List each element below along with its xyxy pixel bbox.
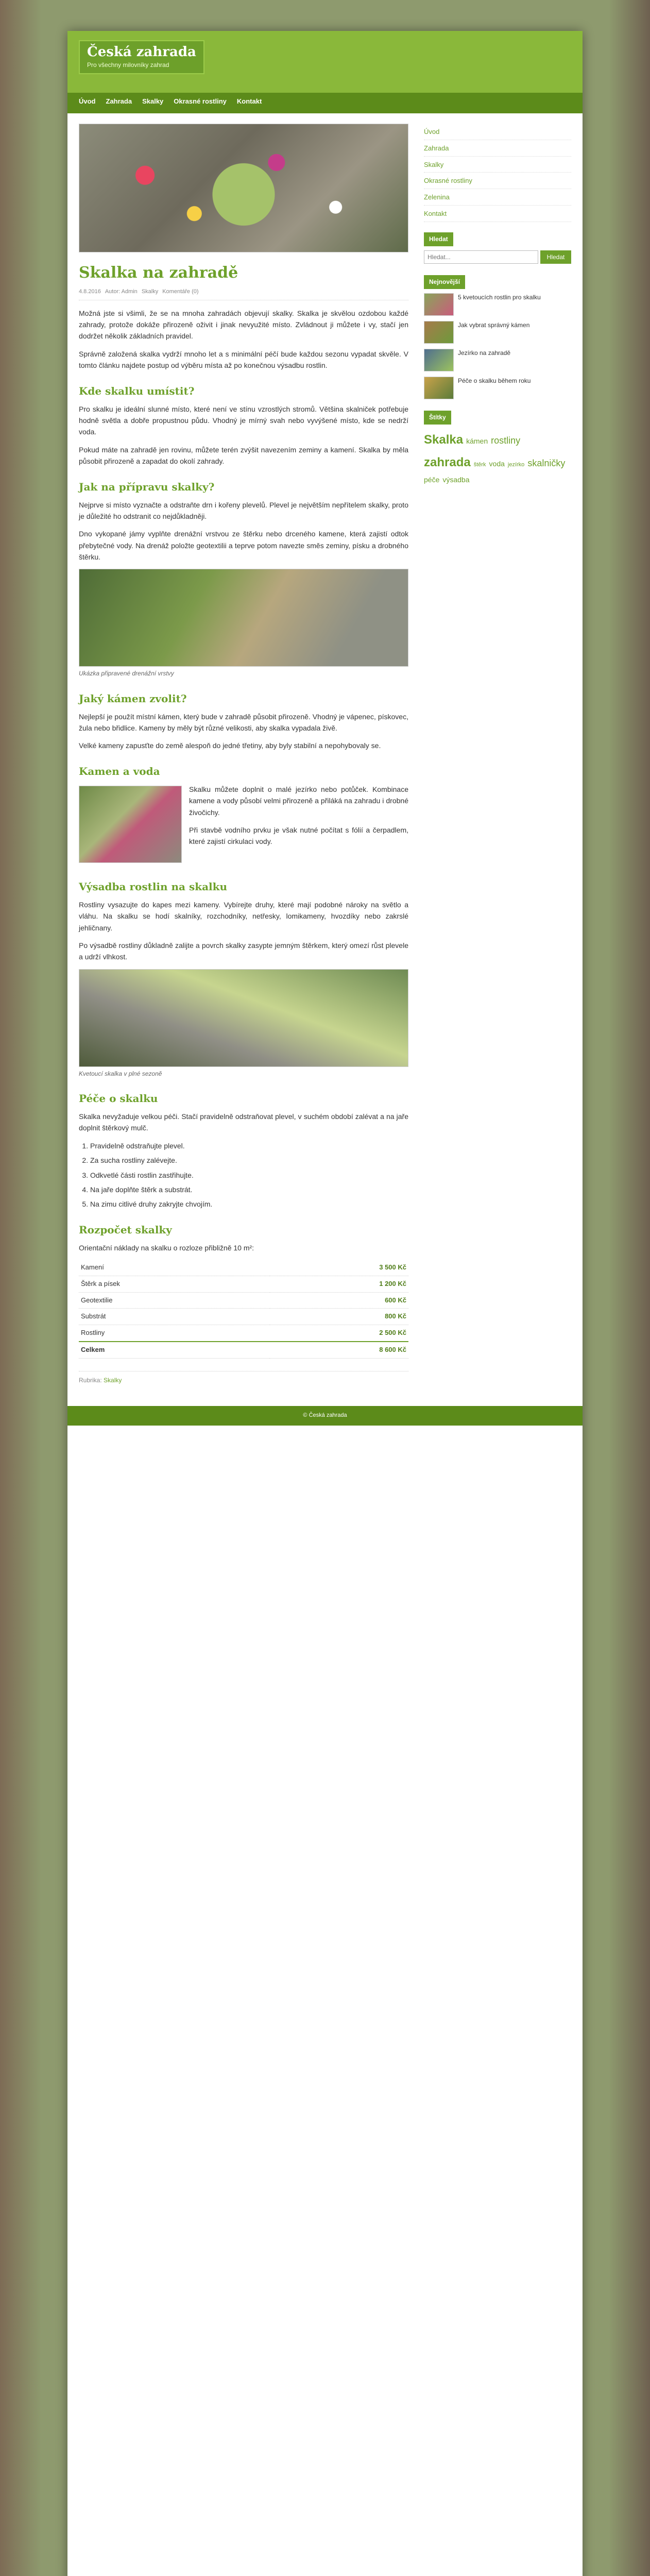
sidebar-menu	[424, 124, 571, 222]
section-paragraph: Pokud máte na zahradě jen rovinu, můžete terén zvýšit navezením zeminy a kamení. Skalka by měla působit přirozeně a zapadat do okolí zahrady.	[79, 445, 408, 466]
cost-value: 600 Kč	[270, 1292, 408, 1309]
post-footer	[79, 1371, 408, 1385]
tag-cloud	[424, 429, 571, 486]
section-heading: Jaký kámen zvolit?	[79, 692, 187, 705]
page-container	[67, 31, 583, 2576]
tags-widget-title: Štítky	[424, 411, 451, 425]
photo-caption: Kvetoucí skalka v plné sezoně	[79, 1070, 162, 1077]
sidebar-menu-item	[424, 206, 571, 222]
section-paragraph: Orientační náklady na skalku o rozloze přibližně 10 m²:	[79, 1243, 254, 1252]
section-paragraph: Rostliny vysazujte do kapes mezi kameny. Vybírejte druhy, které mají podobné nároky na světlo a vláhu. Na skalku se hodí skalníky, rozchodníky, netřesky, lomikameny, hvozdíky nebo zakrslé jehličnany.	[79, 900, 408, 932]
post-footer-label: Rubrika:	[79, 1376, 102, 1384]
post-meta-item: Skalky	[141, 289, 159, 295]
intro-paragraph: Možná jste si všimli, že se na mnoha zahradách objevují skalky. Skalka je skvělou ozdobou každé zahrady, protože dokáže přirozeně oživit i jinak nevyužité místo. Zvládnout ji můžete i vy, stačí jen dodržet několik základních pravidel.	[79, 309, 408, 341]
nav-item[interactable]: Okrasné rostliny	[174, 97, 227, 105]
nav-item[interactable]: Zahrada	[106, 97, 132, 105]
nav-item[interactable]: Skalky	[142, 97, 164, 105]
cost-row	[79, 1276, 408, 1292]
section-paragraph: Nejprve si místo vyznačte a odstraňte drn i kořeny plevelů. Plevel je největším nepřítelem skalky, proto je důležité ho odstranit co nejdůkladněji.	[79, 500, 408, 520]
recent-post-thumbnail[interactable]	[424, 349, 454, 371]
post-sections	[79, 383, 408, 1254]
section-heading: Rozpočet skalky	[79, 1223, 172, 1236]
tag-link[interactable]: zahrada	[424, 455, 471, 469]
recent-widget-title: Nejnovější	[424, 275, 465, 289]
recent-post-thumbnail[interactable]	[424, 293, 454, 316]
cost-row	[79, 1325, 408, 1342]
tag-link[interactable]: výsadba	[442, 475, 470, 484]
section-heading: Výsadba rostlin na skalku	[79, 880, 228, 893]
cost-table	[79, 1260, 408, 1359]
tag-link[interactable]: péče	[424, 475, 440, 484]
section-heading: Kde skalku umístit?	[79, 384, 195, 397]
section-photo	[79, 969, 408, 1067]
sidebar-menu-item	[424, 173, 571, 189]
tag-link[interactable]: voda	[489, 459, 505, 468]
tag-link[interactable]: Skalka	[424, 433, 464, 447]
section-paragraph: Velké kameny zapusťte do země alespoň do jedné třetiny, aby byly stabilní a nepohybovaly se.	[79, 741, 381, 750]
sidebar-menu-link[interactable]: Okrasné rostliny	[424, 177, 472, 185]
cost-value: 3 500 Kč	[270, 1260, 408, 1276]
cost-value: 2 500 Kč	[270, 1325, 408, 1342]
sidebar	[424, 124, 571, 1385]
sidebar-menu-item	[424, 124, 571, 140]
recent-post	[424, 293, 571, 316]
post-category-link[interactable]: Skalky	[104, 1376, 122, 1384]
care-list-item: 4. Na jaře doplňte štěrk a substrát.	[90, 1184, 408, 1195]
recent-post-link[interactable]: 5 kvetoucích rostlin pro skalku	[458, 294, 541, 301]
section-heading: Jak na přípravu skalky?	[79, 480, 215, 493]
tag-link[interactable]: kámen	[466, 437, 488, 446]
site-title: Česká zahrada	[87, 44, 196, 60]
cost-row	[79, 1342, 408, 1358]
search-input[interactable]	[424, 250, 538, 264]
cost-value: 8 600 Kč	[270, 1342, 408, 1358]
recent-post-thumbnail[interactable]	[424, 377, 454, 399]
section-paragraph: Skalku můžete doplnit o malé jezírko nebo potůček. Kombinace kamene a vody působí velmi přirozeně a přiláká na zahradu i drobné živočichy.	[189, 785, 408, 817]
sidebar-menu-link[interactable]: Úvod	[424, 128, 440, 135]
section-paragraph: Dno vykopané jámy vyplňte drenážní vrstvou ze štěrku nebo drceného kamene, která zajistí odtok přebytečné vody. Na drenáž položte geotextilii a teprve potom navezte směs zeminy, písku a drobného štěrku.	[79, 530, 408, 562]
tag-link[interactable]: štěrk	[473, 461, 486, 468]
search-widget	[424, 250, 571, 264]
care-list-item: 1. Pravidelně odstraňujte plevel.	[90, 1140, 408, 1151]
sidebar-menu-item	[424, 157, 571, 173]
cost-item: Rostliny	[79, 1325, 270, 1342]
site-header	[67, 31, 583, 113]
section-paragraph: Skalka nevyžaduje velkou péči. Stačí pravidelně odstraňovat plevel, v suchém období zalévat a na jaře doplnit štěrkový mulč.	[79, 1112, 408, 1132]
cost-row	[79, 1292, 408, 1309]
cost-value: 1 200 Kč	[270, 1276, 408, 1292]
care-list-item: 5. Na zimu citlivé druhy zakryjte chvojím.	[90, 1198, 408, 1210]
recent-post-thumbnail[interactable]	[424, 321, 454, 344]
sidebar-menu-item	[424, 189, 571, 206]
cost-item: Celkem	[79, 1342, 270, 1358]
cost-item: Substrát	[79, 1309, 270, 1325]
content-wrap	[67, 113, 583, 1396]
recent-post-link[interactable]: Jak vybrat správný kámen	[458, 321, 530, 329]
post-meta-item: Autor: Admin	[105, 289, 138, 295]
sidebar-menu-link[interactable]: Skalky	[424, 160, 444, 168]
cost-item: Geotextilie	[79, 1292, 270, 1309]
sidebar-menu-link[interactable]: Kontakt	[424, 209, 447, 217]
cost-row	[79, 1260, 408, 1276]
section-heading: Péče o skalku	[79, 1092, 158, 1105]
post-meta-item: Komentáře (0)	[162, 289, 199, 295]
sidebar-menu-item	[424, 140, 571, 157]
section-paragraph: Při stavbě vodního prvku je však nutné počítat s fólií a čerpadlem, které zajistí cirkulaci vody.	[189, 825, 408, 846]
sidebar-menu-link[interactable]: Zelenina	[424, 193, 450, 201]
recent-post-link[interactable]: Jezírko na zahradě	[458, 349, 511, 357]
section-photo	[79, 569, 408, 667]
inline-photo	[79, 786, 182, 863]
recent-posts	[424, 293, 571, 399]
nav-item[interactable]: Kontakt	[236, 97, 262, 105]
recent-post	[424, 321, 571, 344]
care-list-item: 2. Za sucha rostliny zalévejte.	[90, 1155, 408, 1166]
page-footer: © Česká zahrada	[67, 1406, 583, 1426]
post-intro	[79, 308, 408, 371]
search-button[interactable]: Hledat	[540, 250, 571, 264]
recent-post	[424, 377, 571, 399]
tag-link[interactable]: skalničky	[527, 457, 566, 468]
section-paragraph: Po výsadbě rostliny důkladně zalijte a povrch skalky zasypte jemným štěrkem, který omezí růst plevele a udrží vlhkost.	[79, 941, 408, 961]
site-logo[interactable]	[79, 40, 204, 74]
section-paragraph: Nejlepší je použít místní kámen, který bude v zahradě působit přirozeně. Vhodný je vápenec, pískovec, žula nebo břidlice. Kameny by měly být různé velikosti, aby skalka vypadala živě.	[79, 712, 408, 733]
tag-link[interactable]: rostliny	[491, 435, 521, 446]
site-subtitle: Pro všechny milovníky zahrad	[87, 61, 169, 69]
recent-post	[424, 349, 571, 371]
post-meta-item: 4.8.2016	[79, 289, 101, 295]
cost-item: Kamení	[79, 1260, 270, 1276]
cost-value: 800 Kč	[270, 1309, 408, 1325]
nav-item[interactable]: Úvod	[79, 97, 96, 105]
sidebar-menu-link[interactable]: Zahrada	[424, 144, 449, 152]
hero-image	[79, 124, 408, 252]
search-widget-title: Hledat	[424, 232, 453, 246]
care-list-item: 3. Odkvetlé části rostlin zastřihujte.	[90, 1170, 408, 1181]
main-content	[79, 124, 408, 1385]
post-meta	[79, 287, 408, 300]
section-paragraph: Pro skalku je ideální slunné místo, které není ve stínu vzrostlých stromů. Většina skalniček potřebuje hodně světla a dobře propustnou půdu. Vhodný je mírný svah nebo vyvýšené místo, kde se nedrží voda.	[79, 404, 408, 436]
intro-paragraph: Správně založená skalka vydrží mnoho let a s minimální péčí bude každou sezonu vypadat skvěle. V tomto článku najdete postup od výběru místa až po konečnou výsadbu rostlin.	[79, 349, 408, 370]
recent-post-link[interactable]: Péče o skalku během roku	[458, 377, 531, 385]
photo-caption: Ukázka připravené drenážní vrstvy	[79, 670, 174, 677]
cost-item: Štěrk a písek	[79, 1276, 270, 1292]
section-heading: Kamen a voda	[79, 765, 160, 777]
post-title: Skalka na zahradě	[79, 264, 238, 282]
cost-row	[79, 1309, 408, 1325]
tag-link[interactable]: jezírko	[507, 461, 525, 468]
top-navigation	[67, 93, 583, 110]
care-list	[90, 1140, 408, 1210]
